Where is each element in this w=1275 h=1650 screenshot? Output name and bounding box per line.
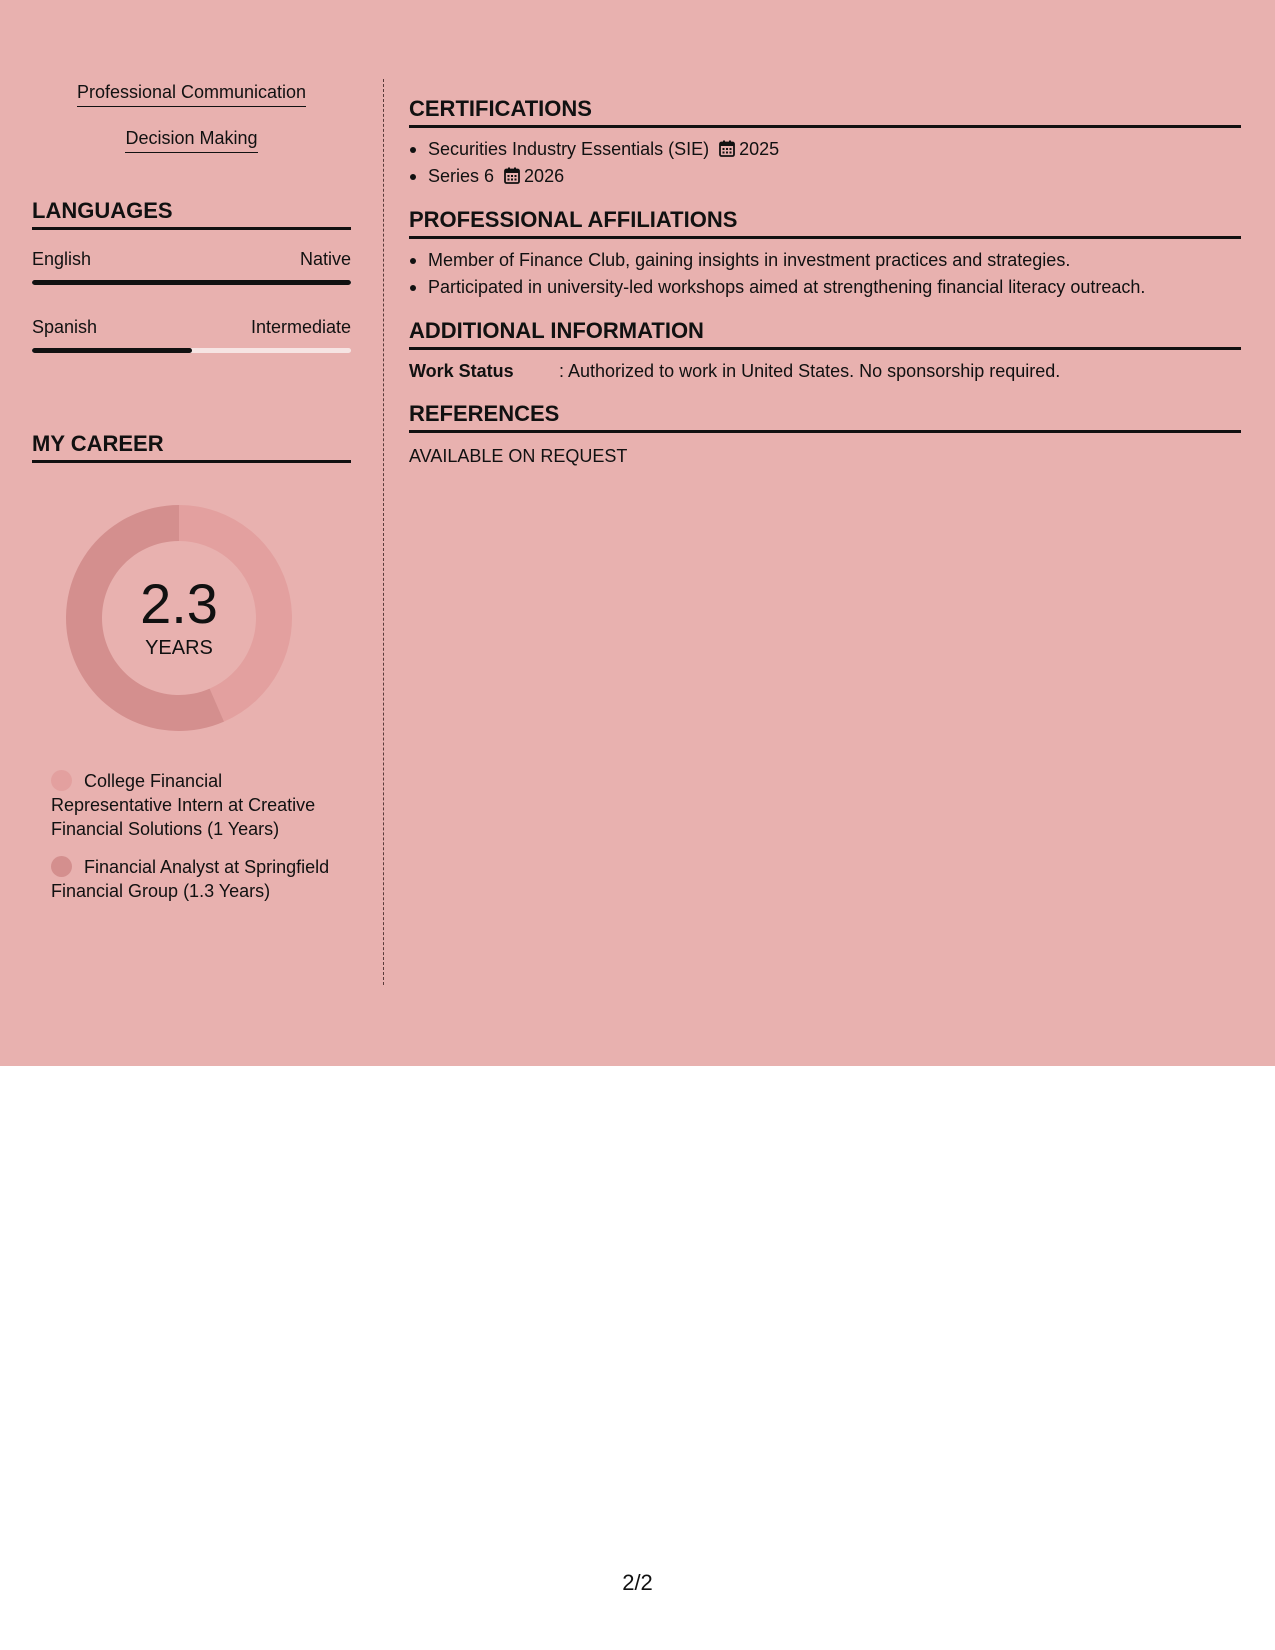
certification-year: 2025 xyxy=(739,139,780,159)
legend-dot-icon xyxy=(51,770,72,791)
affiliation-item: Participated in university-led workshops aimed at strengthening financial literacy outreach. xyxy=(409,274,1241,301)
career-legend-item: Financial Analyst at Springfield Financial Group (1.3 Years) xyxy=(51,857,330,901)
work-status-value: : Authorized to work in United States. No sponsorship required. xyxy=(559,361,1061,381)
skill-item: Decision Making xyxy=(32,125,351,153)
additional-info-heading: ADDITIONAL INFORMATION xyxy=(409,317,1241,350)
language-proficiency-fill xyxy=(32,280,351,285)
career-legend-item: College Financial Representative Intern at Creative Financial Solutions (1 Years) xyxy=(51,771,316,839)
calendar-icon xyxy=(504,167,520,184)
language-spanish xyxy=(32,315,351,353)
certifications-section xyxy=(409,95,1241,190)
certification-item: Series 6 2026 xyxy=(409,163,1241,190)
calendar-icon xyxy=(719,140,735,157)
certification-item: Securities Industry Essentials (SIE) 2025 xyxy=(409,136,1241,163)
language-proficiency-bar xyxy=(32,348,351,353)
language-level: Intermediate xyxy=(250,317,351,337)
sidebar-column xyxy=(32,79,351,903)
references-section xyxy=(409,400,1241,469)
language-proficiency-bar xyxy=(32,280,351,285)
additional-info-section xyxy=(409,317,1241,384)
language-proficiency-fill xyxy=(32,348,192,353)
affiliation-item: Member of Finance Club, gaining insights in investment practices and strategies. xyxy=(409,247,1241,274)
certifications-heading: CERTIFICATIONS xyxy=(409,95,1241,128)
references-text: AVAILABLE ON REQUEST xyxy=(409,446,628,466)
certification-year: 2026 xyxy=(524,166,565,186)
references-heading: REFERENCES xyxy=(409,400,1241,433)
career-total-unit: YEARS xyxy=(145,637,213,659)
career-total xyxy=(64,503,294,733)
affiliations-section xyxy=(409,206,1241,301)
language-name: Spanish xyxy=(32,317,98,337)
affiliations-heading: PROFESSIONAL AFFILIATIONS xyxy=(409,206,1241,239)
skill-item: Professional Communication xyxy=(32,79,351,107)
main-column xyxy=(409,79,1241,469)
career-legend xyxy=(51,769,341,903)
career-total-value: 2.3 xyxy=(140,572,218,635)
career-donut-chart xyxy=(64,503,294,733)
languages-heading: LANGUAGES xyxy=(32,197,351,230)
page-number: 2/2 xyxy=(622,1570,653,1595)
language-english xyxy=(32,247,351,285)
language-name: English xyxy=(32,249,92,269)
work-status-label: Work Status xyxy=(409,361,514,381)
career-heading: MY CAREER xyxy=(32,430,351,463)
language-level: Native xyxy=(299,249,351,269)
work-status-row xyxy=(409,358,1241,384)
column-divider xyxy=(383,79,384,985)
legend-dot-icon xyxy=(51,856,72,877)
